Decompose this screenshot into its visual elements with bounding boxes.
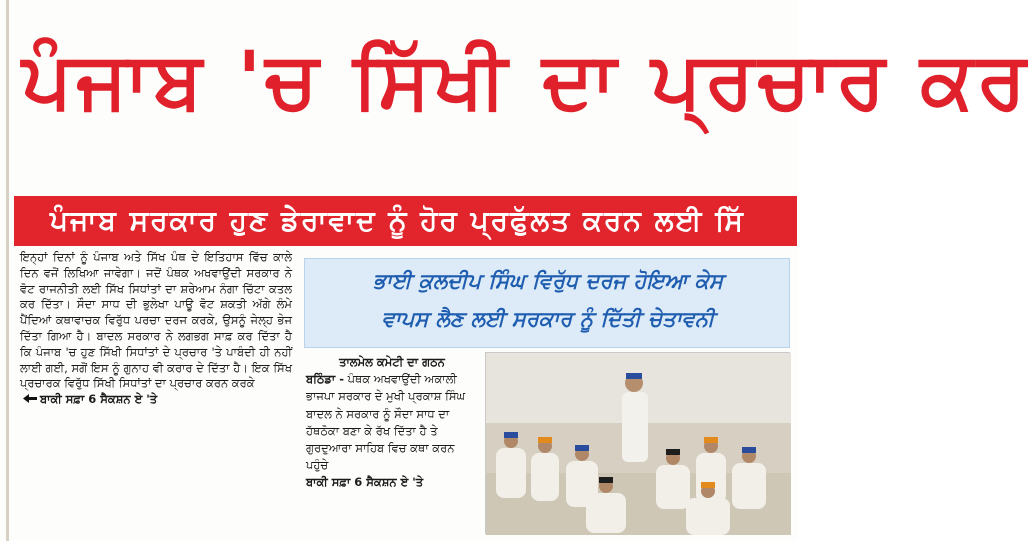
article-body: ਇਨ੍ਹਾਂ ਦਿਨਾਂ ਨੂੰ ਪੰਜਾਬ ਅਤੇ ਸਿੱਖ ਪੰਥ ਦੇ ਇਤਿਹਾਸ ਵਿੱਚ ਕਾਲੇ ਦਿਨ ਵਜੋਂ ਲਿਖਿਆ ਜਾਵੇਗਾ। ਜਦੋਂ ਪੰਥਕ ਅਖਵਾਉਂਦੀ ਸਰਕਾਰ ਨੇ ਵੋਟ ਰਾਜਨੀਤੀ ਲਈ ਸਿੱਖ ਸਿਧਾਂਤਾਂ ਦਾ ਸ਼ਰੇਆਮ ਨੰਗਾ ਚਿੱਟਾ ਕਤਲ ਕਰ ਦਿੱਤਾ। ਸੌਦਾ ਸਾਧ ਦੀ ਭੁਲੇਖਾ ਪਾਊ ਵੋਟ ਸ਼ਕਤੀ ਅੱਗੇ ਲੰਮੇ ਪੈਂਦਿਆਂ ਕਥਾਵਾਚਕ ਵਿਰੁੱਧ ਪਰਚਾ ਦਰਜ ਕਰਕੇ, ਉਸਨੂੰ ਜੇਲ੍ਹ ਭੇਜ ਦਿੱਤਾ ਗਿਆ ਹੈ। ਬਾਦਲ ਸਰਕਾਰ ਨੇ ਲਗਭਗ ਸਾਫ਼ ਕਰ ਦਿੱਤਾ ਹੈ ਕਿ ਪੰਜਾਬ 'ਚ ਹੁਣ ਸਿੱਖੀ ਸਿਧਾਂਤਾਂ ਦੇ ਪ੍ਰਚਾਰ 'ਤੇ ਪਾਬੰਦੀ ਹੀ ਨਹੀਂ ਲਾਈ ਗਈ, ਸਗੋਂ ਇਸ ਨੂੰ ਗੁਨਾਹ ਵੀ ਕਰਾਰ ਦੇ ਦਿੱਤਾ ਹੈ। ਇਕ ਸਿੱਖ ਪ੍ਰਚਾਰਕ ਵਿਰੁੱਧ ਸਿੱਖੀ ਸਿਧਾਂਤਾਂ ਦਾ ਪ੍ਰਚਾਰ ਕਰਨ ਕਰਕੇ [20,250,292,391]
side-story-body: ਪੰਥਕ ਅਖਵਾਉਂਦੀ ਅਕਾਲੀ ਭਾਜਪਾ ਸਰਕਾਰ ਦੇ ਮੁਖੀ ਪ੍ਰਕਾਸ਼ ਸਿੰਘ ਬਾਦਲ ਨੇ ਸਰਕਾਰ ਨੂੰ ਸੌਦਾ ਸਾਧ ਦਾ ਹੱਥਠੋਕਾ ਬਣਾ ਕੇ ਰੱਖ ਦਿੱਤਾ ਹੈ ਤੇ ਗੁਰਦੁਆਰਾ ਸਾਹਿਬ ਵਿਚ ਕਥਾ ਕਰਨ ਪਹੁੰਚੇ [306,372,466,473]
continued-label: ਬਾਕੀ ਸਫ਼ਾ 6 ਸੈਕਸ਼ਨ ਏ 'ਤੇ [40,392,158,407]
side-story-continued: ਬਾਕੀ ਸਫ਼ਾ 6 ਸੈਕਸ਼ਨ ਏ 'ਤੇ [306,475,424,490]
side-headline-line-2: ਵਾਪਸ ਲੈਣ ਲਈ ਸਰਕਾਰ ਨੂੰ ਦਿੱਤੀ ਚੇਤਾਵਨੀ [381,307,715,331]
gathering-photo [485,352,790,534]
main-headline: ਪੰਜਾਬ 'ਚ ਸਿੱਖੀ ਦਾ ਪ੍ਰਚਾਰ ਕਰ [22,36,1030,126]
column-rule [6,0,9,541]
side-story-column [306,354,478,534]
side-headline-line-1: ਭਾਈ ਕੁਲਦੀਪ ਸਿੰਘ ਵਿਰੁੱਧ ਦਰਜ ਹੋਇਆ ਕੇਸ [373,269,723,293]
side-story-headline-box [304,258,790,348]
red-banner-headline: ਪੰਜਾਬ ਸਰਕਾਰ ਹੁਣ ਡੇਰਾਵਾਦ ਨੂੰ ਹੋਰ ਪ੍ਰਫੁੱਲਤ ਕਰਨ ਲਈ ਸਿੱ [14,196,797,246]
main-article [20,250,292,535]
article-continued [20,392,292,408]
side-story-subhead: ਤਾਲਮੇਲ ਕਮੇਟੀ ਦਾ ਗਠਨ [339,355,445,369]
side-story-dateline: ਬਠਿੰਡਾ - [306,372,344,387]
pointing-arrow-icon [23,392,37,408]
